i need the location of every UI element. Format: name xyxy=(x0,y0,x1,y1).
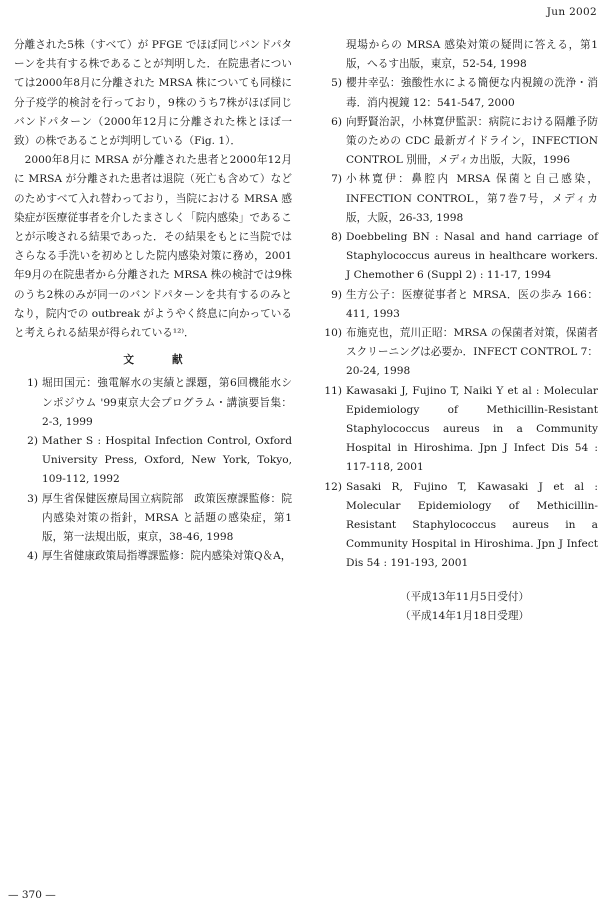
reference-number: 10) xyxy=(324,327,342,340)
reference-item xyxy=(318,324,598,382)
left-column xyxy=(14,36,292,566)
reference-text: 櫻井幸弘：強酸性水による簡便な内視鏡の洗浄・消毒．消内視鏡 12：541-547, 2000 xyxy=(346,77,598,109)
reference-number: 12) xyxy=(324,480,342,493)
reference-number: 5) xyxy=(331,77,342,90)
reference-item xyxy=(318,170,598,228)
reference-text: 厚生省健康政策局指導課監修：院内感染対策Q＆A， xyxy=(42,550,292,563)
reference-text: 布施克也，荒川正昭：MRSA の保菌者対策，保菌者スクリーニングは必要か．INFECT CONTROL 7：20-24, 1998 xyxy=(346,327,598,378)
received-dates xyxy=(400,588,598,626)
reference-continuation: 現場からの MRSA 感染対策の疑問に答える，第1版，へるす出版，東京，52-54, 1998 xyxy=(346,39,598,71)
accepted-date: （平成14年1月18日受理） xyxy=(400,609,530,622)
reference-text: Kawasaki J, Fujino T, Naiki Y et al : Molecular Epidemiology of Methicillin-Resistant Staphylococcus aureus in a Community Hospital in Hiroshima. Jpn J Infect Dis 54 : 117-118, 2001 xyxy=(346,384,598,474)
reference-item xyxy=(318,478,598,574)
reference-number: 9) xyxy=(331,288,342,301)
body-paragraph: 2000年8月に MRSA が分離された患者と2000年12月に MRSA が分離された患者は退院（死亡も含めて）などのためすべて入れ替わっており，当院における MRSA 感染症が医療従事者を介したまさしく「院内感染」であることが示唆される結果であった．その結果をもとに当院ではさらなる手洗いを初めとした院内感染対策に務め，2001年9月の在院患者から分離された MRSA 株の検討では9株のうち2株のみが同一のバンドパターンを共有するのみとなり，院内での outbreak がようやく終息に向かっていると考えられる結果が得られている¹²⁾． xyxy=(14,154,292,340)
reference-number: 7) xyxy=(331,173,342,186)
reference-item xyxy=(318,228,598,286)
header-date: Jun 2002 xyxy=(546,6,597,18)
reference-text: 堀田国元：強電解水の実績と課題，第6回機能水シンポジウム '99東京大会プログラム・講演要旨集：2-3, 1999 xyxy=(42,377,292,428)
reference-text: Sasaki R, Fujino T, Kawasaki J et al : Molecular Epidemiology of Methicillin-Resistant Staphylococcus aureus in a Community Hospital in Hiroshima. Jpn J Infect Dis 54 : 191-193, 2001 xyxy=(346,480,598,570)
reference-text: 生方公子：医療従事者と MRSA．医の歩み 166：411, 1993 xyxy=(346,288,598,320)
reference-number: 2) xyxy=(27,435,38,448)
body-paragraph: 分離された5株（すべて）が PFGE でほぼ同じバンドパターンを共有する株であることが判明した．在院患者については2000年8月に分離された MRSA 株についても同様に分子疫学的検討を行っており，9株のうち7株がほぼ同じバンドパターン（2000年12月に分離された株とほぼ一致）の株であることが判明している（Fig. 1）． xyxy=(14,39,292,148)
reference-text: 小林寛伊：鼻腔内 MRSA 保菌と自己感染，INFECTION CONTROL，第7巻7号，メディカ版，大阪，26-33, 1998 xyxy=(346,173,598,224)
reference-item xyxy=(318,113,598,171)
right-column xyxy=(318,36,598,626)
reference-number: 1) xyxy=(27,377,38,390)
reference-item xyxy=(14,547,292,566)
references-heading: 文献 xyxy=(123,354,221,367)
reference-number: 3) xyxy=(27,492,38,505)
received-date: （平成13年11月5日受付） xyxy=(400,590,530,603)
reference-number: 8) xyxy=(331,231,342,244)
reference-text: Mather S : Hospital Infection Control, Oxford University Press, Oxford, New York, Tokyo, 109-112, 1992 xyxy=(42,435,292,486)
reference-item xyxy=(318,74,598,112)
reference-number: 4) xyxy=(27,550,38,563)
reference-text: Doebbeling BN : Nasal and hand carriage of Staphylococcus aureus in healthcare workers. J Chemother 6 (Suppl 2) : 11-17, 1994 xyxy=(346,231,598,282)
reference-item xyxy=(14,374,292,432)
reference-item xyxy=(14,432,292,490)
page-number: — 370 — xyxy=(8,889,56,901)
reference-number: 6) xyxy=(331,115,342,128)
reference-item xyxy=(318,382,598,478)
reference-item xyxy=(318,286,598,324)
reference-text: 向野賢治訳，小林寛伊監訳：病院における隔離予防策のための CDC 最新ガイドライン，INFECTION CONTROL 別冊，メディカ出版，大阪，1996 xyxy=(346,115,598,167)
reference-item xyxy=(318,36,598,74)
reference-item xyxy=(14,490,292,548)
reference-number: 11) xyxy=(324,384,342,397)
reference-text: 厚生省保健医療局国立病院部 政策医療課監修：院内感染対策の指針，MRSA と話題の感染症，第1版，第一法規出版，東京，38-46, 1998 xyxy=(42,492,292,544)
